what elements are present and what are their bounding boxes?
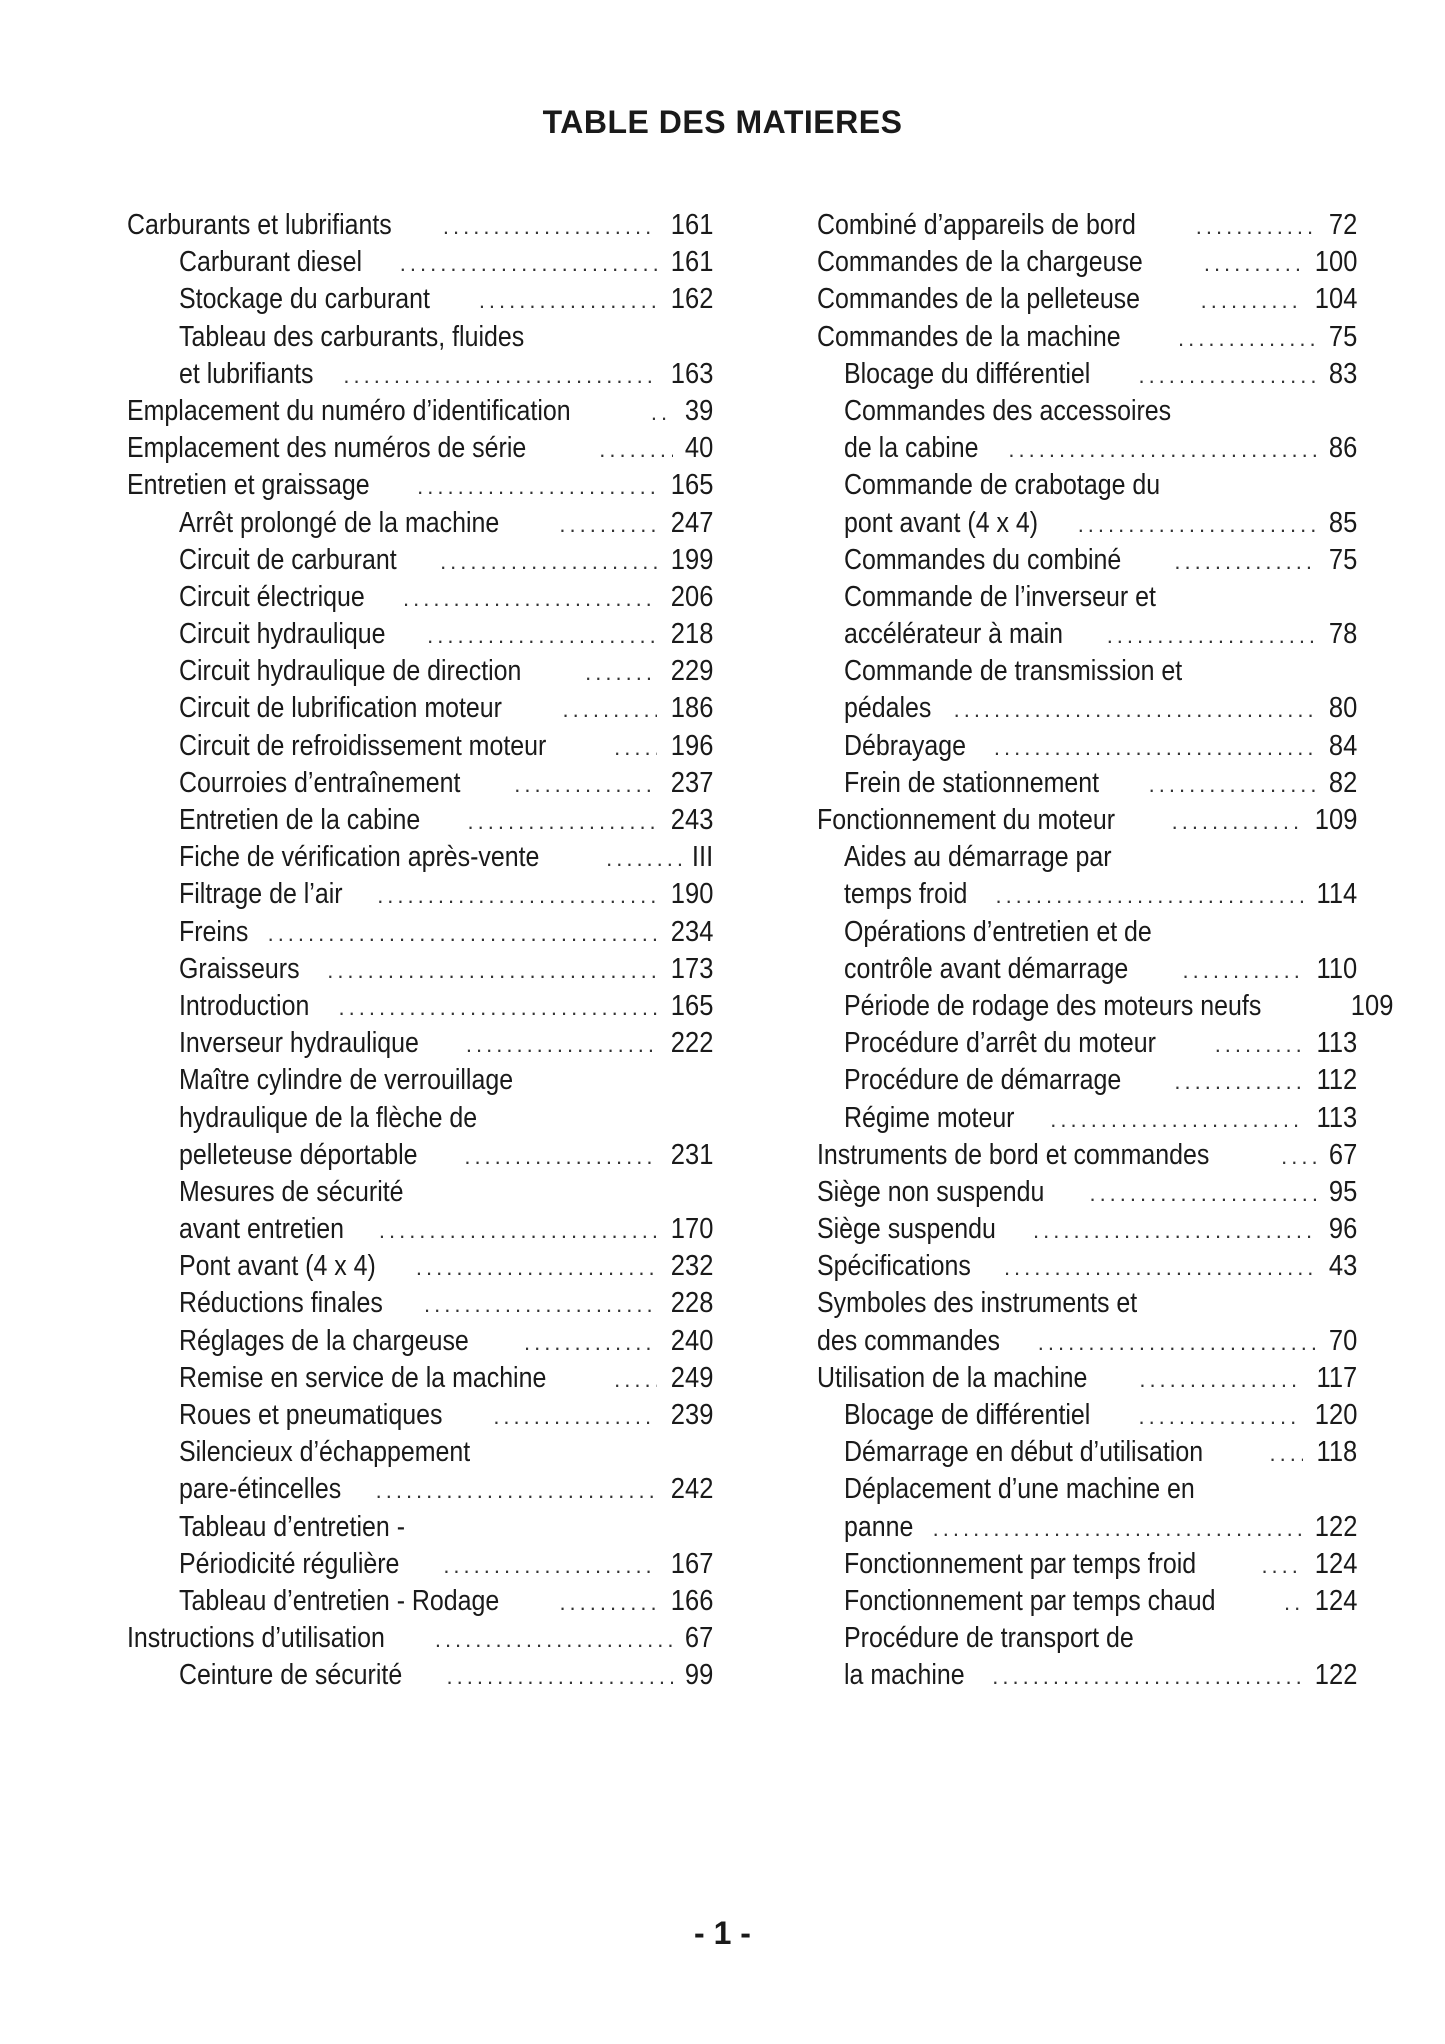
toc-entry-title: Graisseurs — [179, 952, 300, 985]
toc-entry-page: 232 — [670, 1250, 713, 1283]
toc-entry-page: 84 — [1328, 729, 1357, 762]
dot-leader — [416, 1249, 657, 1286]
toc-entry-title: Combiné d’appareils de bord — [817, 209, 1136, 241]
toc-entry-page: 122 — [1314, 1510, 1357, 1543]
toc-entry-page: 234 — [670, 915, 713, 948]
toc-entry — [817, 430, 1357, 467]
toc-entry-page: 124 — [1314, 1547, 1357, 1580]
toc-entry — [817, 690, 1357, 727]
dot-leader — [424, 1286, 657, 1323]
dot-leader — [1172, 803, 1301, 840]
toc-entry — [817, 1062, 1357, 1099]
dot-leader — [1089, 1175, 1316, 1212]
toc-entry-title: Freins — [179, 915, 249, 948]
toc-entry-page: 167 — [670, 1547, 713, 1580]
toc-entry-title: Procédure de transport de — [844, 1622, 1134, 1655]
toc-entry-page: 196 — [670, 729, 713, 762]
toc-entry-title: Réductions finales — [179, 1287, 383, 1320]
dot-leader — [559, 506, 656, 543]
dot-leader — [995, 877, 1302, 914]
toc-entry-title: pont avant (4 x 4) — [844, 506, 1039, 539]
dot-leader — [268, 915, 657, 952]
toc-entry-page: 72 — [1328, 209, 1357, 241]
toc-entry-page: 228 — [670, 1287, 713, 1320]
dot-leader — [1078, 506, 1317, 543]
toc-entry-page: 113 — [1316, 1101, 1357, 1134]
toc-entry — [127, 1360, 713, 1397]
toc-entry — [127, 1509, 713, 1546]
toc-entry-title: Siège suspendu — [817, 1213, 996, 1246]
toc-entry — [127, 281, 713, 318]
dot-leader — [992, 1658, 1300, 1695]
toc-entry-page: 40 — [684, 432, 713, 465]
toc-entry-page: 165 — [670, 989, 713, 1022]
toc-entry-page: 99 — [684, 1659, 713, 1692]
dot-leader — [514, 766, 656, 803]
toc-entry — [127, 728, 713, 765]
toc-entry-page: 82 — [1328, 766, 1357, 799]
dot-leader — [339, 989, 657, 1026]
toc-entry — [817, 1397, 1357, 1434]
dot-leader — [599, 431, 673, 468]
toc-entry — [817, 1509, 1357, 1546]
toc-entry-page: 117 — [1316, 1361, 1357, 1394]
dot-leader — [1138, 357, 1316, 394]
toc-entry-title: Procédure d’arrêt du moteur — [844, 1027, 1156, 1060]
toc-entry-title: accélérateur à main — [844, 618, 1064, 651]
toc-entry — [127, 690, 713, 727]
toc-entry-title: Régime moteur — [844, 1101, 1015, 1134]
toc-entry — [127, 802, 713, 839]
dot-leader — [468, 803, 657, 840]
toc-entry-page: 237 — [670, 766, 713, 799]
toc-entry — [127, 1100, 713, 1137]
dot-leader — [443, 208, 657, 245]
toc-entry — [817, 1471, 1357, 1508]
toc-entry — [817, 1100, 1357, 1137]
toc-entry-page: 229 — [670, 655, 713, 688]
toc-entry-page: 218 — [670, 618, 713, 651]
toc-entry-page: 190 — [670, 878, 713, 911]
toc-entry — [817, 876, 1357, 913]
dot-leader — [1196, 208, 1317, 245]
toc-entry-title: Entretien de la cabine — [179, 804, 421, 836]
toc-entry — [127, 1620, 713, 1657]
toc-entry-title: avant entretien — [179, 1213, 344, 1246]
page-number: - 1 - — [694, 1915, 751, 1951]
toc-entry-page: 206 — [670, 580, 713, 613]
toc-entry-title: Inverseur hydraulique — [179, 1027, 419, 1060]
toc-entry — [127, 1025, 713, 1062]
toc-entry-title: Emplacement des numéros de série — [127, 432, 527, 465]
toc-entry-title: Fonctionnement du moteur — [817, 804, 1116, 836]
toc-entry-title: Spécifications — [817, 1250, 971, 1283]
toc-entry — [127, 244, 713, 281]
toc-entry — [817, 356, 1357, 393]
dot-leader — [377, 877, 656, 914]
dot-leader — [400, 245, 657, 282]
toc-entry-title: Fonctionnement par temps chaud — [844, 1584, 1216, 1617]
toc-entry — [817, 951, 1357, 988]
toc-entry — [127, 839, 713, 876]
toc-entry — [127, 579, 713, 616]
dot-leader — [1182, 952, 1302, 989]
toc-entry — [817, 281, 1357, 318]
toc-entry-page: 199 — [670, 543, 713, 576]
dot-leader — [954, 691, 1317, 728]
toc-entry — [127, 356, 713, 393]
toc-entry — [127, 616, 713, 653]
toc-entry-page: 75 — [1328, 543, 1357, 576]
toc-entry-page: 163 — [670, 357, 713, 390]
toc-entry-title: temps froid — [844, 878, 968, 911]
toc-entry-page: 243 — [670, 804, 713, 836]
toc-entry — [817, 1546, 1357, 1583]
toc-entry — [817, 914, 1357, 951]
dot-leader — [343, 357, 656, 394]
toc-entry-page: 222 — [670, 1027, 713, 1060]
dot-leader — [614, 729, 657, 766]
toc-entry-title: Procédure de démarrage — [844, 1064, 1122, 1097]
dot-leader — [1204, 245, 1301, 282]
toc-entry-page: 70 — [1328, 1324, 1357, 1357]
dot-leader — [1261, 1547, 1300, 1584]
toc-entry-page: III — [691, 841, 713, 874]
toc-entry — [817, 802, 1357, 839]
toc-entry-title: Stockage du carburant — [179, 283, 430, 316]
dot-leader — [417, 468, 656, 505]
toc-entry-title: Circuit électrique — [179, 580, 365, 613]
toc-entry-title: Circuit hydraulique de direction — [179, 655, 522, 688]
toc-entry-title: pelleteuse déportable — [179, 1138, 418, 1171]
toc-entry-title: Symboles des instruments et — [817, 1287, 1138, 1320]
toc-entry-page: 96 — [1328, 1213, 1357, 1246]
dot-leader — [606, 840, 681, 877]
toc-entry-title: Frein de stationnement — [844, 766, 1100, 799]
toc-entry-page: 43 — [1328, 1250, 1357, 1283]
toc-entry-title: la machine — [844, 1659, 965, 1692]
toc-entry — [127, 1062, 713, 1099]
toc-entry-title: Circuit de refroidissement moteur — [179, 729, 547, 762]
toc-entry-title: Aides au démarrage par — [844, 841, 1112, 874]
toc-entry-title: Ceinture de sécurité — [179, 1659, 403, 1692]
dot-leader — [1139, 1361, 1302, 1398]
toc-entry — [127, 393, 713, 430]
toc-entry-title: Tableau d’entretien - Rodage — [179, 1584, 500, 1617]
toc-entry-title: Périodicité régulière — [179, 1547, 400, 1580]
toc-entry — [127, 1137, 713, 1174]
toc-entry-title: Fiche de vérification après-vente — [179, 841, 540, 874]
dot-leader — [379, 1212, 657, 1249]
dot-leader — [403, 580, 657, 617]
toc-entry-title: Commandes du combiné — [844, 543, 1122, 576]
dot-leader — [1178, 320, 1317, 357]
toc-entry-page: 161 — [670, 209, 713, 241]
toc-entry-page: 83 — [1328, 357, 1357, 390]
toc-entry-title: Blocage du différentiel — [844, 357, 1091, 390]
toc-entry-page: 100 — [1314, 246, 1357, 279]
dot-leader — [447, 1658, 673, 1695]
toc-entry — [127, 951, 713, 988]
toc-entry-title: Carburant diesel — [179, 246, 363, 279]
toc-entry-page: 109 — [1314, 804, 1357, 836]
dot-leader — [1174, 543, 1316, 580]
toc-entry-page: 242 — [670, 1473, 713, 1506]
page-title: TABLE DES MATIERES — [542, 104, 903, 140]
toc-entry — [817, 1211, 1357, 1248]
toc-entry-page: 165 — [670, 469, 713, 502]
dot-leader — [651, 394, 673, 431]
dot-leader — [466, 1026, 657, 1063]
toc-entry-page: 118 — [1316, 1436, 1357, 1469]
toc-entry — [127, 542, 713, 579]
toc-entry — [817, 467, 1357, 504]
dot-leader — [524, 1324, 657, 1361]
toc-entry — [127, 319, 713, 356]
toc-entry — [127, 1546, 713, 1583]
toc-entry-title: Silencieux d’échappement — [179, 1436, 471, 1469]
toc-entry-title: Instruments de bord et commandes — [817, 1138, 1210, 1171]
toc-entry — [817, 1285, 1357, 1322]
toc-entry-title: Remise en service de la machine — [179, 1361, 547, 1394]
toc-entry-title: Démarrage en début d’utilisation — [844, 1436, 1204, 1469]
toc-entry-page: 170 — [670, 1213, 713, 1246]
dot-leader — [464, 1138, 656, 1175]
toc-entry-page: 124 — [1314, 1584, 1357, 1617]
toc-entry-title: Commandes de la chargeuse — [817, 246, 1143, 279]
toc-entry — [817, 1248, 1357, 1285]
dot-leader — [563, 691, 657, 728]
toc-entry-page: 122 — [1314, 1659, 1357, 1692]
toc-entry-page: 95 — [1328, 1175, 1357, 1208]
toc-entry-title: Mesures de sécurité — [179, 1175, 404, 1208]
toc-entry-page: 247 — [670, 506, 713, 539]
toc-entry — [127, 1657, 713, 1694]
toc-entry-title: pare-étincelles — [179, 1473, 342, 1506]
dot-leader — [1038, 1324, 1317, 1361]
toc-entry — [817, 505, 1357, 542]
toc-entry-page: 80 — [1328, 692, 1357, 725]
toc-entry-title: hydraulique de la flèche de — [179, 1101, 478, 1134]
dot-leader — [1033, 1212, 1317, 1249]
dot-leader — [327, 952, 656, 989]
toc-entry — [817, 1620, 1357, 1657]
toc-entry — [817, 653, 1357, 690]
toc-entry — [817, 1657, 1357, 1694]
toc-entry-page: 240 — [670, 1324, 713, 1357]
toc-entry-page: 249 — [670, 1361, 713, 1394]
toc-entry-title: et lubrifiants — [179, 357, 314, 390]
toc-entry-title: Débrayage — [844, 729, 967, 762]
toc-entry — [127, 765, 713, 802]
toc-entry-page: 162 — [670, 283, 713, 316]
toc-entry-title: Fonctionnement par temps froid — [844, 1547, 1197, 1580]
toc-column-right — [817, 207, 1394, 1695]
toc-entry-title: Déplacement d’une machine en — [844, 1473, 1195, 1506]
toc-entry-page: 67 — [1328, 1138, 1357, 1171]
toc-entry — [127, 1323, 713, 1360]
dot-leader — [1284, 1584, 1301, 1621]
toc-entry-title: Opérations d’entretien et de — [844, 915, 1152, 948]
toc-entry-page: 104 — [1314, 283, 1357, 316]
dot-leader — [443, 1547, 656, 1584]
dot-leader — [1004, 1249, 1317, 1286]
toc-entry-page: 114 — [1316, 878, 1357, 911]
toc-entry-page: 109 — [1351, 989, 1394, 1022]
toc-entry-title: Roues et pneumatiques — [179, 1399, 443, 1431]
dot-leader — [1050, 1101, 1303, 1138]
toc-entry — [817, 1434, 1357, 1471]
dot-leader — [585, 654, 656, 691]
toc-entry-title: Carburants et lubrifiants — [127, 209, 392, 241]
toc-entry-title: panne — [844, 1510, 914, 1543]
dot-leader — [479, 282, 657, 319]
toc-entry-title: Blocage de différentiel — [844, 1399, 1091, 1431]
toc-entry — [127, 876, 713, 913]
dot-leader — [435, 1621, 673, 1658]
toc-entry-title: Filtrage de l’air — [179, 878, 343, 911]
dot-leader — [994, 729, 1317, 766]
toc-entry-title: Introduction — [179, 989, 310, 1022]
toc-entry-page: 86 — [1328, 432, 1357, 465]
toc-entry-page: 173 — [670, 952, 713, 985]
toc-entry-title: Instructions d’utilisation — [127, 1622, 385, 1655]
toc-entry-title: Commandes des accessoires — [844, 394, 1172, 427]
toc-entry — [127, 1434, 713, 1471]
toc-entry — [817, 1025, 1357, 1062]
toc-entry — [817, 765, 1357, 802]
toc-entry-page: 239 — [670, 1399, 713, 1431]
toc-entry — [127, 467, 713, 504]
dot-leader — [1215, 1026, 1303, 1063]
dot-leader — [1270, 1435, 1303, 1472]
toc-entry-title: Période de rodage des moteurs neufs — [844, 989, 1262, 1022]
toc-entry — [127, 505, 713, 542]
toc-entry — [817, 1174, 1357, 1211]
toc-entry — [817, 207, 1357, 244]
dot-leader — [1008, 431, 1316, 468]
dot-leader — [427, 617, 656, 654]
toc-entry-page: 67 — [684, 1622, 713, 1655]
toc-entry-title: de la cabine — [844, 432, 979, 465]
toc-entry — [817, 1323, 1357, 1360]
toc-entry — [817, 542, 1357, 579]
toc-entry — [127, 207, 713, 244]
toc-entry — [817, 1583, 1357, 1620]
dot-leader — [1174, 1063, 1302, 1100]
toc-entry-title: Circuit hydraulique — [179, 618, 386, 651]
toc-entry-title: Pont avant (4 x 4) — [179, 1250, 376, 1283]
toc-entry — [817, 839, 1357, 876]
dot-leader — [440, 543, 657, 580]
toc-entry-page: 120 — [1314, 1399, 1357, 1431]
toc-entry-title: Commandes de la machine — [817, 320, 1121, 353]
toc-entry-title: Utilisation de la machine — [817, 1361, 1088, 1394]
toc-entry-page: 186 — [670, 692, 713, 725]
toc-entry-page: 112 — [1316, 1064, 1357, 1097]
toc-entry-title: Tableau d’entretien - — [179, 1510, 406, 1543]
toc-entry — [817, 728, 1357, 765]
toc-entry-page: 78 — [1328, 618, 1357, 651]
toc-entry-title: Siège non suspendu — [817, 1175, 1045, 1208]
toc-entry-title: Courroies d’entraînement — [179, 766, 461, 799]
dot-leader — [376, 1472, 657, 1509]
toc-entry-title: Emplacement du numéro d’identification — [127, 394, 571, 427]
toc-entry-page: 75 — [1328, 320, 1357, 353]
toc-entry-title: Commande de transmission et — [844, 655, 1183, 688]
toc-entry-page: 231 — [670, 1138, 713, 1171]
toc-entry — [127, 914, 713, 951]
toc-entry — [127, 1211, 713, 1248]
toc-entry — [817, 319, 1357, 356]
dot-leader — [493, 1398, 656, 1435]
toc-entry-title: Arrêt prolongé de la machine — [179, 506, 500, 539]
toc-entry-title: Circuit de lubrification moteur — [179, 692, 502, 725]
toc-entry-title: Commande de l’inverseur et — [844, 580, 1156, 613]
toc-entry-title: Circuit de carburant — [179, 543, 397, 576]
toc-entry-title: Entretien et graissage — [127, 469, 370, 502]
toc-entry — [127, 1471, 713, 1508]
toc-entry-title: Réglages de la chargeuse — [179, 1324, 469, 1357]
toc-entry-page: 166 — [670, 1584, 713, 1617]
toc-entry-page: 39 — [684, 394, 713, 427]
toc-entry — [127, 1248, 713, 1285]
toc-entry — [817, 244, 1357, 281]
toc-entry — [127, 430, 713, 467]
toc-entry — [817, 616, 1357, 653]
toc-entry — [127, 1583, 713, 1620]
toc-entry — [817, 1360, 1357, 1397]
toc-entry-title: Commande de crabotage du — [844, 469, 1161, 502]
dot-leader — [614, 1361, 656, 1398]
toc-entry — [127, 1174, 713, 1211]
toc-entry-title: Tableau des carburants, fluides — [179, 320, 525, 353]
toc-entry-page: 161 — [670, 246, 713, 279]
toc-entry-page: 110 — [1316, 952, 1357, 985]
dot-leader — [1201, 282, 1301, 319]
toc-entry — [817, 579, 1357, 616]
toc-entry-page: 85 — [1328, 506, 1357, 539]
toc-entry — [817, 393, 1357, 430]
dot-leader — [933, 1510, 1301, 1547]
toc-entry-title: Commandes de la pelleteuse — [817, 283, 1141, 316]
toc-entry-title: contrôle avant démarrage — [844, 952, 1129, 985]
dot-leader — [1107, 617, 1317, 654]
toc-entry-title: pédales — [844, 692, 932, 725]
toc-entry-title: Maître cylindre de verrouillage — [179, 1064, 514, 1097]
dot-leader — [559, 1584, 656, 1621]
toc-entry — [817, 1137, 1357, 1174]
dot-leader — [1138, 1398, 1300, 1435]
toc-column-left — [127, 207, 713, 1695]
toc-entry — [127, 1285, 713, 1322]
dot-leader — [1149, 766, 1317, 803]
toc-entry — [127, 1397, 713, 1434]
toc-entry-page: 113 — [1316, 1027, 1357, 1060]
toc-entry — [817, 988, 1394, 1025]
toc-entry — [127, 988, 713, 1025]
toc-entry-title: des commandes — [817, 1324, 1000, 1357]
dot-leader — [1281, 1138, 1317, 1175]
toc-entry — [127, 653, 713, 690]
